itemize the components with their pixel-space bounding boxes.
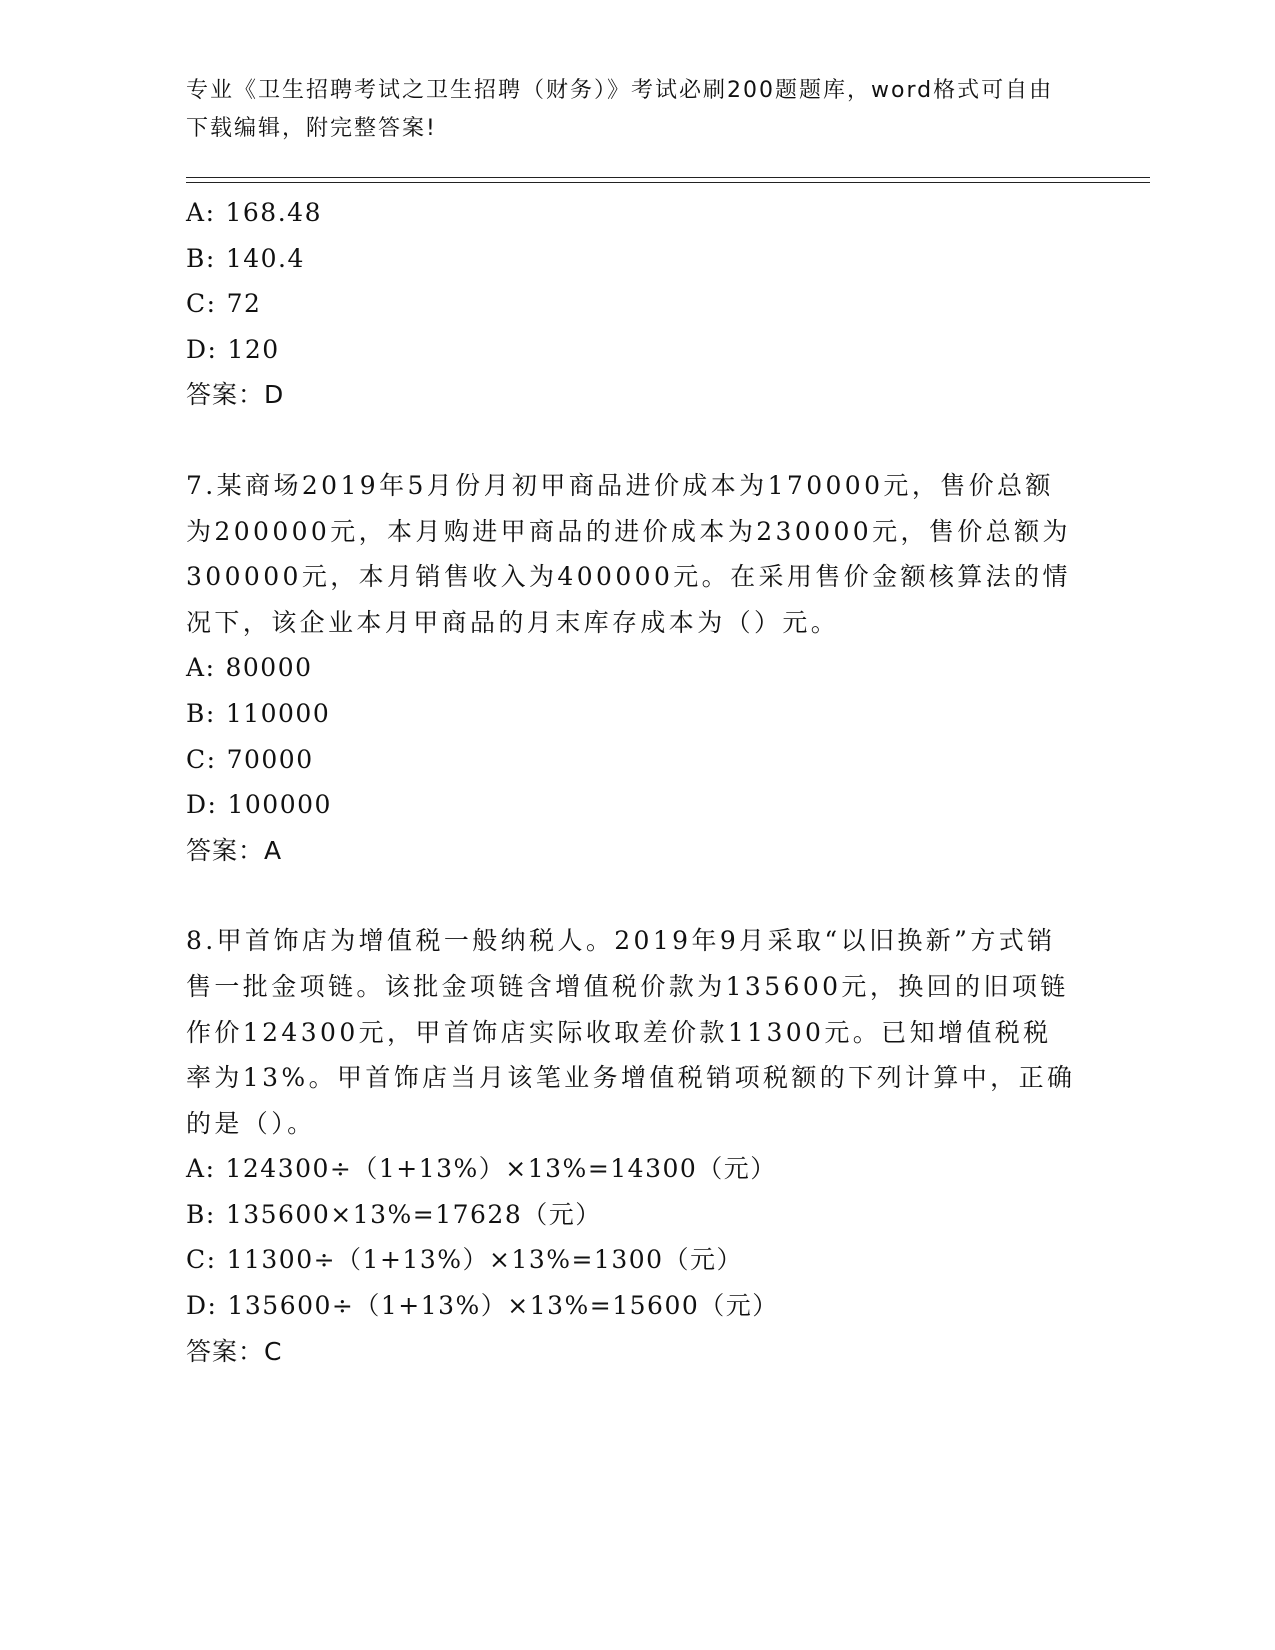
answer-line: 答案：A <box>186 835 283 865</box>
answer-line: 答案：C <box>186 1336 283 1366</box>
header-double-rule <box>186 177 1150 183</box>
option-b: B: 140.4 <box>186 243 305 273</box>
page-header: 专业《卫生招聘考试之卫生招聘（财务）》考试必刷200题题库，word格式可自由下载编辑，附完整答案! <box>186 78 1054 141</box>
option-d: D: 120 <box>186 334 280 364</box>
option-c: C: 70000 <box>186 744 314 774</box>
option-c: C: 72 <box>186 289 262 319</box>
question-block-8 <box>186 918 1086 1374</box>
option-b: B: 110000 <box>186 698 331 728</box>
option-a: A: 80000 <box>186 653 313 683</box>
option-b: B: 135600×13%=17628（元） <box>186 1199 602 1229</box>
option-c: C: 11300÷（1+13%）×13%=1300（元） <box>186 1245 744 1275</box>
option-a: A: 124300÷（1+13%）×13%=14300（元） <box>186 1154 777 1184</box>
question-block-7 <box>186 463 1086 873</box>
question-text: 8.甲首饰店为增值税一般纳税人。2019年9月采取“以旧换新”方式销售一批金项链。该批金项链含增值税价款为135600元，换回的旧项链作价124300元，甲首饰店实际收取差价款11300元。已知增值税税率为13%。甲首饰店当月该笔业务增值税销项税额的下列计算中，正确的是（）。 <box>186 926 1076 1138</box>
answer-line: 答案：D <box>186 380 285 410</box>
option-d: D: 135600÷（1+13%）×13%=15600（元） <box>186 1291 779 1321</box>
option-d: D: 100000 <box>186 790 332 820</box>
document-body <box>186 190 1086 1374</box>
option-a: A: 168.48 <box>186 198 322 227</box>
question-text: 7.某商场2019年5月份月初甲商品进价成本为170000元，售价总额为200000元，本月购进甲商品的进价成本为230000元，售价总额为300000元，本月销售收入为400000元。在采用售价金额核算法的情况下，该企业本月甲商品的月末库存成本为（）元。 <box>186 470 1071 637</box>
question-block-6 <box>186 190 1086 418</box>
